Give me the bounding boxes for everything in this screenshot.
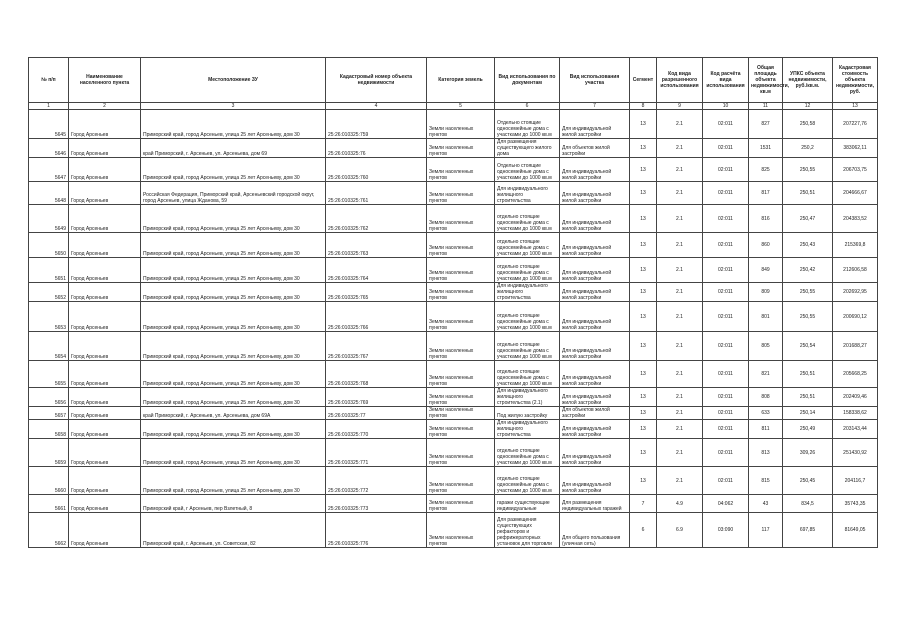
location: Приморский край, город Арсеньев, улица 25 лет Арсеньеву, дом 30 xyxy=(141,439,326,467)
table-row xyxy=(29,283,878,302)
cadastral-number: 25:26:010325:769 xyxy=(326,388,427,407)
cadastral-number: 25:26:010325:762 xyxy=(326,205,427,233)
actual-use: Для объектов жилой застройки xyxy=(560,139,630,158)
cadastral-number: 25:26:010325:776 xyxy=(326,513,427,548)
table-row xyxy=(29,158,878,182)
land-category: Земли населенных пунктов xyxy=(427,158,495,182)
settlement-name: Город Арсеньев xyxy=(69,283,141,302)
calc-code: 02:011 xyxy=(703,407,749,420)
area: 801 xyxy=(749,302,783,332)
area: 813 xyxy=(749,439,783,467)
header-row xyxy=(29,58,878,103)
header-cell: Кадастровая стоимость объекта недвижимости, руб. xyxy=(833,58,878,103)
calc-code: 02:011 xyxy=(703,158,749,182)
documented-use: Для индивидуального жилищного строительства xyxy=(495,283,560,302)
area: 815 xyxy=(749,467,783,495)
calc-code: 02:011 xyxy=(703,388,749,407)
cadastral-cost: 202409,46 xyxy=(833,388,878,407)
actual-use: Для индивидуальной жилой застройки xyxy=(560,439,630,467)
upks: 250,43 xyxy=(783,233,833,258)
actual-use: Для индивидуальной жилой застройки xyxy=(560,110,630,139)
calc-code: 02:011 xyxy=(703,420,749,439)
area: 811 xyxy=(749,420,783,439)
column-number: 13 xyxy=(833,103,878,110)
land-category: Земли населенных пунктов xyxy=(427,182,495,205)
segment: 13 xyxy=(630,205,657,233)
segment: 13 xyxy=(630,283,657,302)
settlement-name: Город Арсеньев xyxy=(69,158,141,182)
documented-use: отдельно стоящие односемейные дома с участками до 1000 кв.м xyxy=(495,233,560,258)
documented-use: Отдельно стоящие односемейные дома с участками до 1000 кв.м xyxy=(495,158,560,182)
land-category: Земли населенных пунктов xyxy=(427,205,495,233)
table-row xyxy=(29,361,878,388)
column-number: 7 xyxy=(560,103,630,110)
segment: 13 xyxy=(630,467,657,495)
documented-use: отдельно стоящие односемейные дома с участками до 1000 кв.м xyxy=(495,467,560,495)
area: 1531 xyxy=(749,139,783,158)
settlement-name: Город Арсеньев xyxy=(69,407,141,420)
documented-use: Для индивидуального жилищного строительства xyxy=(495,420,560,439)
actual-use: Для индивидуальной жилой застройки xyxy=(560,332,630,361)
row-number: 5652 xyxy=(29,283,69,302)
location: Приморский край, город Арсеньев, улица 25 лет Арсеньеву, дом 30 xyxy=(141,361,326,388)
use-code: 2.1 xyxy=(657,467,703,495)
location: Приморский край, город Арсеньев, улица 25 лет Арсеньеву, дом 30 xyxy=(141,158,326,182)
cadastral-number: 25:26:010325:767 xyxy=(326,332,427,361)
segment: 6 xyxy=(630,513,657,548)
settlement-name: Город Арсеньев xyxy=(69,233,141,258)
use-code: 4.9 xyxy=(657,495,703,513)
table-row xyxy=(29,302,878,332)
upks: 309,26 xyxy=(783,439,833,467)
use-code: 2.1 xyxy=(657,439,703,467)
land-category: Земли населенных пунктов xyxy=(427,233,495,258)
cadastral-number: 25:26:010325:772 xyxy=(326,467,427,495)
cadastral-number: 25:26:010325:760 xyxy=(326,158,427,182)
use-code: 2.1 xyxy=(657,182,703,205)
actual-use: Для размещения индивидуальных гаражей xyxy=(560,495,630,513)
documented-use: Для индивидуального жилищного строительства (2.1) xyxy=(495,388,560,407)
area: 817 xyxy=(749,182,783,205)
column-number: 9 xyxy=(657,103,703,110)
row-number: 5659 xyxy=(29,439,69,467)
land-category: Земли населенных пунктов xyxy=(427,513,495,548)
settlement-name: Город Арсеньев xyxy=(69,258,141,283)
cadastral-number: 25:26:010325:759 xyxy=(326,110,427,139)
table-row xyxy=(29,139,878,158)
column-number: 10 xyxy=(703,103,749,110)
upks: 250,49 xyxy=(783,420,833,439)
column-number-row xyxy=(29,103,878,110)
row-number: 5656 xyxy=(29,388,69,407)
column-number: 8 xyxy=(630,103,657,110)
use-code: 2.1 xyxy=(657,158,703,182)
cadastral-cost: 251430,92 xyxy=(833,439,878,467)
row-number: 5654 xyxy=(29,332,69,361)
use-code: 2.1 xyxy=(657,110,703,139)
cadastral-number: 25:26:010325:763 xyxy=(326,233,427,258)
cadastral-cost: 212606,58 xyxy=(833,258,878,283)
row-number: 5655 xyxy=(29,361,69,388)
actual-use: Для общего пользования (уличная сеть) xyxy=(560,513,630,548)
location: Приморский край, г Арсеньев, пер Взлетный, 8 xyxy=(141,495,326,513)
area: 821 xyxy=(749,361,783,388)
cadastral-number: 25:26:010325:77 xyxy=(326,407,427,420)
cadastral-number: 25:26:010325:761 xyxy=(326,182,427,205)
row-number: 5653 xyxy=(29,302,69,332)
actual-use: Для индивидуальной жилой застройки xyxy=(560,158,630,182)
segment: 13 xyxy=(630,233,657,258)
cadastral-cost: 205668,25 xyxy=(833,361,878,388)
row-number: 5647 xyxy=(29,158,69,182)
use-code: 2.1 xyxy=(657,420,703,439)
area: 633 xyxy=(749,407,783,420)
header-cell: Сегмент xyxy=(630,58,657,103)
table-row xyxy=(29,233,878,258)
settlement-name: Город Арсеньев xyxy=(69,332,141,361)
header-cell: Вид использования по документам xyxy=(495,58,560,103)
actual-use: Для индивидуальной жилой застройки xyxy=(560,388,630,407)
documented-use: отдельно стоящие односемейные дома с участками до 1000 кв.м xyxy=(495,258,560,283)
area: 809 xyxy=(749,283,783,302)
row-number: 5651 xyxy=(29,258,69,283)
row-number: 5662 xyxy=(29,513,69,548)
header-cell: № п/п xyxy=(29,58,69,103)
segment: 13 xyxy=(630,302,657,332)
settlement-name: Город Арсеньев xyxy=(69,388,141,407)
upks: 250,58 xyxy=(783,110,833,139)
cadastral-cost: 206703,75 xyxy=(833,158,878,182)
cadastral-cost: 201688,27 xyxy=(833,332,878,361)
row-number: 5646 xyxy=(29,139,69,158)
settlement-name: Город Арсеньев xyxy=(69,513,141,548)
table-row xyxy=(29,182,878,205)
location: Приморский край, город Арсеньев, улица 25 лет Арсеньеву, дом 30 xyxy=(141,110,326,139)
area: 816 xyxy=(749,205,783,233)
location: Приморский край, город Арсеньев, улица 25 лет Арсеньеву, дом 30 xyxy=(141,233,326,258)
documented-use: Под жилую застройку xyxy=(495,407,560,420)
row-number: 5661 xyxy=(29,495,69,513)
cadastral-number: 25:26:010325:768 xyxy=(326,361,427,388)
land-category: Земли населенных пунктов xyxy=(427,139,495,158)
header-cell: Общая площадь объекта недвижимости, кв.м xyxy=(749,58,783,103)
upks: 250,51 xyxy=(783,361,833,388)
settlement-name: Город Арсеньев xyxy=(69,205,141,233)
location: Российская Федерация, Приморский край, Арсеньевский городской округ, город Арсеньев, улица Жданова, 59 xyxy=(141,182,326,205)
land-category: Земли населенных пунктов xyxy=(427,407,495,420)
table-row xyxy=(29,388,878,407)
row-number: 5657 xyxy=(29,407,69,420)
land-category: Земли населенных пунктов xyxy=(427,495,495,513)
upks: 250,42 xyxy=(783,258,833,283)
calc-code: 02:011 xyxy=(703,283,749,302)
cadastral-cost: 204383,52 xyxy=(833,205,878,233)
use-code: 2.1 xyxy=(657,388,703,407)
cadastral-cost: 158338,62 xyxy=(833,407,878,420)
upks: 250,2 xyxy=(783,139,833,158)
settlement-name: Город Арсеньев xyxy=(69,110,141,139)
cadastral-number: 25:26:010325:770 xyxy=(326,420,427,439)
documented-use: отдельно стоящие односемейные дома с участками до 1000 кв.м xyxy=(495,439,560,467)
segment: 13 xyxy=(630,439,657,467)
use-code: 2.1 xyxy=(657,407,703,420)
row-number: 5645 xyxy=(29,110,69,139)
land-category: Земли населенных пунктов xyxy=(427,283,495,302)
upks: 250,55 xyxy=(783,283,833,302)
cadastral-cost: 202692,95 xyxy=(833,283,878,302)
calc-code: 02:011 xyxy=(703,205,749,233)
documented-use: гаражи существующие индивидуальные xyxy=(495,495,560,513)
documented-use: отдельно стоящие односемейные дома с участками до 1000 кв.м xyxy=(495,302,560,332)
segment: 13 xyxy=(630,258,657,283)
cadastral-cost: 383062,11 xyxy=(833,139,878,158)
upks: 250,51 xyxy=(783,388,833,407)
table-row xyxy=(29,513,878,548)
location: Приморский край, город Арсеньев, улица 25 лет Арсеньеву, дом 30 xyxy=(141,302,326,332)
column-number: 5 xyxy=(427,103,495,110)
actual-use: Для индивидуальной жилой застройки xyxy=(560,283,630,302)
upks: 250,51 xyxy=(783,182,833,205)
area: 827 xyxy=(749,110,783,139)
row-number: 5658 xyxy=(29,420,69,439)
use-code: 2.1 xyxy=(657,361,703,388)
use-code: 6.9 xyxy=(657,513,703,548)
land-category: Земли населенных пунктов xyxy=(427,388,495,407)
calc-code: 02:011 xyxy=(703,332,749,361)
header-cell: Код расчёта вида использования xyxy=(703,58,749,103)
documented-use: Для размещения существующих рефакторов и рефрижераторных установок для торговли xyxy=(495,513,560,548)
land-category: Земли населенных пунктов xyxy=(427,110,495,139)
actual-use: Для индивидуальной жилой застройки xyxy=(560,361,630,388)
cadastral-number: 25:26:010325:764 xyxy=(326,258,427,283)
table-row xyxy=(29,332,878,361)
use-code: 2.1 xyxy=(657,258,703,283)
segment: 13 xyxy=(630,158,657,182)
upks: 834,5 xyxy=(783,495,833,513)
use-code: 2.1 xyxy=(657,332,703,361)
table-row xyxy=(29,205,878,233)
documented-use: отдельно стоящие односемейные дома с участками до 1000 кв.м xyxy=(495,332,560,361)
land-category: Земли населенных пунктов xyxy=(427,361,495,388)
cadastral-table xyxy=(28,57,878,548)
cadastral-cost: 81649,05 xyxy=(833,513,878,548)
table-row xyxy=(29,467,878,495)
settlement-name: Город Арсеньев xyxy=(69,302,141,332)
cadastral-cost: 204666,67 xyxy=(833,182,878,205)
documented-use: Для индивидуального жилищного строительства xyxy=(495,182,560,205)
calc-code: 02:011 xyxy=(703,139,749,158)
area: 825 xyxy=(749,158,783,182)
cadastral-number: 25:26:010325:766 xyxy=(326,302,427,332)
calc-code: 02:011 xyxy=(703,361,749,388)
location: Приморский край, город Арсеньев, улица 25 лет Арсеньеву, дом 30 xyxy=(141,205,326,233)
calc-code: 02:011 xyxy=(703,258,749,283)
area: 808 xyxy=(749,388,783,407)
land-category: Земли населенных пунктов xyxy=(427,258,495,283)
upks: 250,47 xyxy=(783,205,833,233)
land-category: Земли населенных пунктов xyxy=(427,467,495,495)
actual-use: Для индивидуальной жилой застройки xyxy=(560,258,630,283)
header-cell: УПКС объекта недвижимости, руб./кв.м. xyxy=(783,58,833,103)
use-code: 2.1 xyxy=(657,139,703,158)
table-row xyxy=(29,110,878,139)
cadastral-cost: 204116,7 xyxy=(833,467,878,495)
cadastral-number: 25:26:010325:76 xyxy=(326,139,427,158)
segment: 13 xyxy=(630,139,657,158)
location: Приморский край, город Арсеньев, улица 25 лет Арсеньеву, дом 30 xyxy=(141,258,326,283)
calc-code: 04:062 xyxy=(703,495,749,513)
settlement-name: Город Арсеньев xyxy=(69,495,141,513)
upks: 697,85 xyxy=(783,513,833,548)
calc-code: 03:090 xyxy=(703,513,749,548)
land-category: Земли населенных пунктов xyxy=(427,302,495,332)
column-number: 11 xyxy=(749,103,783,110)
column-number: 12 xyxy=(783,103,833,110)
location: Приморский край, город Арсеньев, улица 25 лет Арсеньеву, дом 30 xyxy=(141,283,326,302)
area: 43 xyxy=(749,495,783,513)
area: 805 xyxy=(749,332,783,361)
use-code: 2.1 xyxy=(657,233,703,258)
table-row xyxy=(29,495,878,513)
column-number: 2 xyxy=(69,103,141,110)
table-body xyxy=(29,110,878,548)
table-row xyxy=(29,420,878,439)
location: Приморский край, город Арсеньев, улица 25 лет Арсеньеву, дом 30 xyxy=(141,420,326,439)
documented-use: Отдельно стоящие односемейные дома с участками до 1000 кв.м xyxy=(495,110,560,139)
area: 860 xyxy=(749,233,783,258)
actual-use: Для индивидуальной жилой застройки xyxy=(560,420,630,439)
upks: 250,55 xyxy=(783,302,833,332)
column-number: 4 xyxy=(326,103,427,110)
calc-code: 02:011 xyxy=(703,439,749,467)
location: Приморский край, город Арсеньев, улица 25 лет Арсеньеву, дом 30 xyxy=(141,388,326,407)
land-category: Земли населенных пунктов xyxy=(427,332,495,361)
actual-use: Для индивидуальной жилой застройки xyxy=(560,205,630,233)
settlement-name: Город Арсеньев xyxy=(69,467,141,495)
column-number: 6 xyxy=(495,103,560,110)
calc-code: 02:011 xyxy=(703,467,749,495)
calc-code: 02:011 xyxy=(703,233,749,258)
cadastral-number: 25:26:010325:765 xyxy=(326,283,427,302)
header-cell: Код вида разрешенного использования xyxy=(657,58,703,103)
actual-use: Для индивидуальной жилой застройки xyxy=(560,302,630,332)
column-number: 1 xyxy=(29,103,69,110)
upks: 250,14 xyxy=(783,407,833,420)
header-cell: Кадастровый номер объекта недвижимости xyxy=(326,58,427,103)
table-row xyxy=(29,407,878,420)
use-code: 2.1 xyxy=(657,283,703,302)
settlement-name: Город Арсеньев xyxy=(69,439,141,467)
cadastral-cost: 200690,12 xyxy=(833,302,878,332)
land-category: Земли населенных пунктов xyxy=(427,439,495,467)
header-cell: Категория земель xyxy=(427,58,495,103)
location: Приморский край, город Арсеньев, улица 25 лет Арсеньеву, дом 30 xyxy=(141,467,326,495)
upks: 250,54 xyxy=(783,332,833,361)
calc-code: 02:011 xyxy=(703,110,749,139)
cadastral-cost: 203143,44 xyxy=(833,420,878,439)
settlement-name: Город Арсеньев xyxy=(69,420,141,439)
document-sheet xyxy=(28,57,878,548)
location: край Приморский, г. Арсеньев, ул. Арсеньева, дом 69А xyxy=(141,407,326,420)
actual-use: Для индивидуальной жилой застройки xyxy=(560,233,630,258)
row-number: 5650 xyxy=(29,233,69,258)
calc-code: 02:011 xyxy=(703,302,749,332)
calc-code: 02:011 xyxy=(703,182,749,205)
settlement-name: Город Арсеньев xyxy=(69,182,141,205)
use-code: 2.1 xyxy=(657,302,703,332)
documented-use: отдельно стоящие односемейные дома с участками до 1000 кв.м xyxy=(495,205,560,233)
segment: 13 xyxy=(630,388,657,407)
documented-use: отдельно стоящие односемейные дома с участками до 1000 кв.м xyxy=(495,361,560,388)
header-cell: Наименование населенного пункта xyxy=(69,58,141,103)
actual-use: Для индивидуальной жилой застройки xyxy=(560,182,630,205)
cadastral-cost: 207227,76 xyxy=(833,110,878,139)
settlement-name: Город Арсеньев xyxy=(69,361,141,388)
use-code: 2.1 xyxy=(657,205,703,233)
cadastral-cost: 215369,8 xyxy=(833,233,878,258)
upks: 250,55 xyxy=(783,158,833,182)
segment: 13 xyxy=(630,110,657,139)
segment: 13 xyxy=(630,332,657,361)
actual-use: Для объектов жилой застройки xyxy=(560,407,630,420)
location: край Приморский, г. Арсеньев, ул. Арсеньева, дом 69 xyxy=(141,139,326,158)
cadastral-number: 25:26:010325:771 xyxy=(326,439,427,467)
cadastral-cost: 35743,35 xyxy=(833,495,878,513)
row-number: 5648 xyxy=(29,182,69,205)
table-row xyxy=(29,439,878,467)
upks: 250,45 xyxy=(783,467,833,495)
row-number: 5660 xyxy=(29,467,69,495)
documented-use: Для размещения существующего жилого дома xyxy=(495,139,560,158)
cadastral-number: 25:26:010325:773 xyxy=(326,495,427,513)
segment: 13 xyxy=(630,407,657,420)
row-number: 5649 xyxy=(29,205,69,233)
segment: 13 xyxy=(630,182,657,205)
location: Приморский край, г. Арсеньев, ул. Советская, 82 xyxy=(141,513,326,548)
table-row xyxy=(29,258,878,283)
header-cell: Вид использования участка xyxy=(560,58,630,103)
area: 849 xyxy=(749,258,783,283)
segment: 13 xyxy=(630,361,657,388)
land-category: Земли населенных пунктов xyxy=(427,420,495,439)
header-cell: Местоположение ЗУ xyxy=(141,58,326,103)
area: 117 xyxy=(749,513,783,548)
segment: 7 xyxy=(630,495,657,513)
settlement-name: Город Арсеньев xyxy=(69,139,141,158)
segment: 13 xyxy=(630,420,657,439)
location: Приморский край, город Арсеньев, улица 25 лет Арсеньеву, дом 30 xyxy=(141,332,326,361)
actual-use: Для индивидуальной жилой застройки xyxy=(560,467,630,495)
column-number: 3 xyxy=(141,103,326,110)
